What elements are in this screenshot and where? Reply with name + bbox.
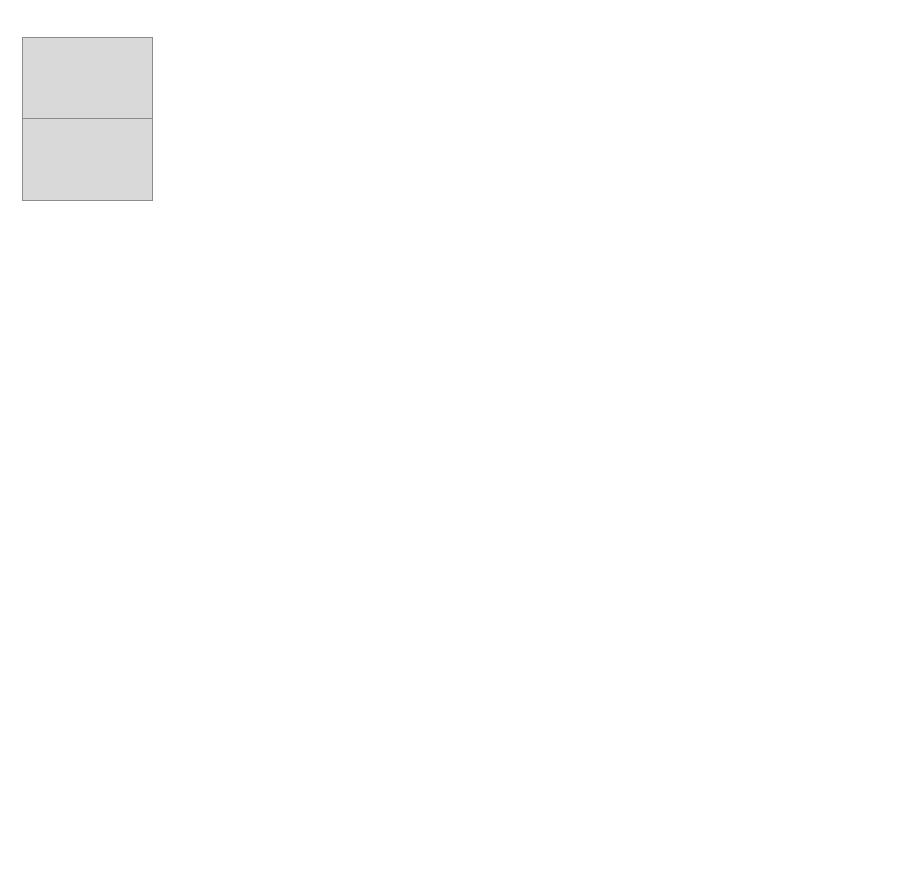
- table-header: [23, 38, 888, 201]
- tsunami-table: [22, 37, 888, 201]
- header-jishin-label: [23, 38, 153, 119]
- page-title: [22, 4, 36, 30]
- header-city-label: [23, 119, 153, 201]
